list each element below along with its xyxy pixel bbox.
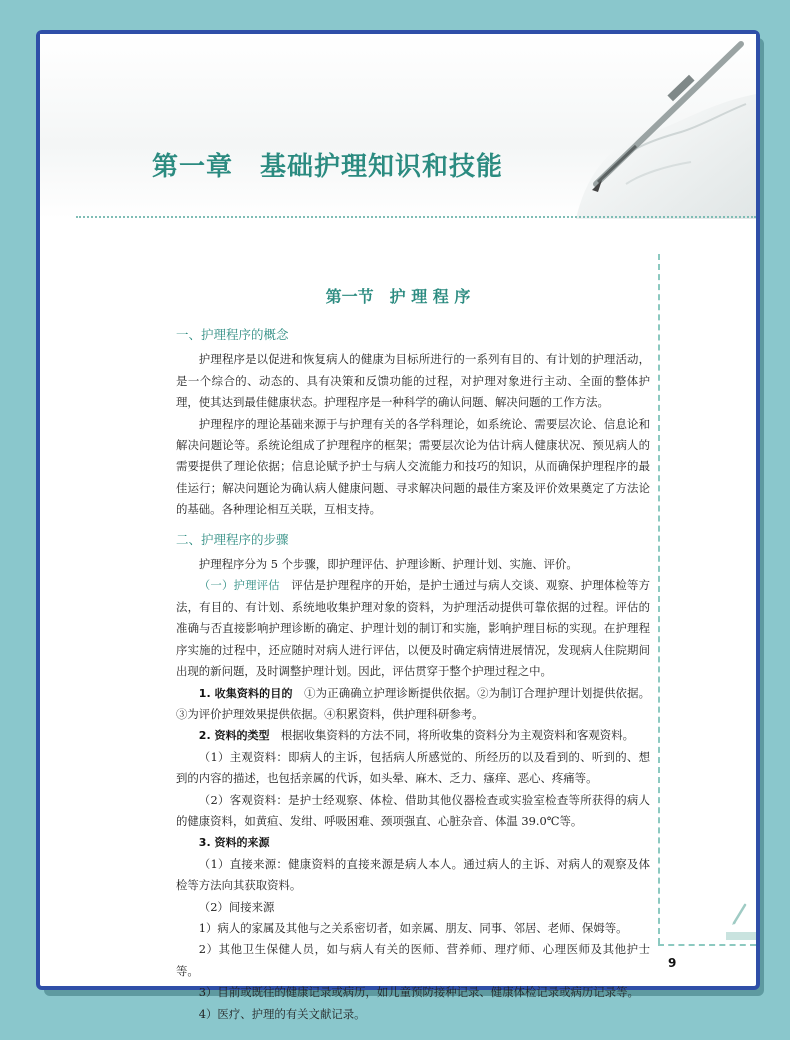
paragraph: 护理程序的理论基础来源于与护理有关的各学科理论，如系统论、需要层次论、信息论和解决问题论等。系统论组成了护理程序的框架；需要层次论为估计病人健康状况、预见病人的需要提供了理论依据；信息论赋予护士与病人交流能力和技巧的知识，从而确保护理程序的最佳运行；解决问题论为确认病人健康问题、寻求解决问题的最佳方案及评价效果奠定了方法论的基础。各种理论相互关联，互相支持。: [176, 416, 650, 517]
list-item: 4）医疗、护理的有关文献记录。: [198, 1006, 366, 1021]
paragraph: [176, 683, 650, 726]
paragraph: （1）主观资料：即病人的主诉，包括病人所感觉的、所经历的以及看到的、听到的、想到的内容的描述，也包括亲属的代诉，如头晕、麻木、乏力、瘙痒、恶心、疼痛等。: [176, 749, 650, 786]
side-margin-bar: [726, 932, 756, 940]
item-label: 2. 资料的类型: [198, 729, 270, 743]
body-text: [176, 324, 650, 1025]
paragraph: [176, 725, 650, 746]
paragraph: （2）间接来源: [198, 899, 275, 914]
list-item: 2）其他卫生保健人员，如与病人有关的医师、营养师、理疗师、心理医师及其他护士等。: [176, 942, 650, 978]
paragraph: （2）客观资料：是护士经观察、体检、借助其他仪器检查或实验室检查等所获得的病人的健康资料，如黄疸、发绀、呼吸困难、颈项强直、心脏杂音、体温 39.0℃等。: [176, 792, 650, 828]
pen-icon: [730, 902, 748, 926]
paragraph-text: 根据收集资料的方法不同，将所收集的资料分为主观资料和客观资料。: [269, 728, 634, 743]
subheading-assessment: （一）护理评估: [198, 578, 280, 593]
heading-steps: 二、护理程序的步骤: [176, 531, 289, 547]
paragraph: 护理程序分为 5 个步骤，即护理评估、护理诊断、护理计划、实施、评价。: [198, 557, 578, 572]
header-divider: [76, 216, 756, 218]
side-margin-frame: [658, 254, 660, 944]
chapter-header-banner: [40, 34, 756, 219]
item-label: 1. 收集资料的目的: [198, 686, 293, 700]
paragraph: [176, 575, 650, 682]
chapter-title: 第一章 基础护理知识和技能: [152, 152, 504, 182]
paragraph: （1）直接来源：健康资料的直接来源是病人本人。通过病人的主诉、对病人的观察及体检等方法向其获取资料。: [176, 856, 650, 893]
list-item: 3）目前或既往的健康记录或病历，如儿童预防接种记录、健康体检记录或病历记录等。: [198, 985, 639, 1000]
paragraph-text: ①为正确确立护理诊断提供依据。②为制订合理护理计划提供依据。③为评价护理效果提供依据。④积累资料，供护理科研参考。: [176, 685, 650, 721]
section-title: 第一节 护 理 程 序: [325, 287, 471, 306]
heading-concept: 一、护理程序的概念: [176, 327, 289, 342]
page-number: 9: [668, 956, 677, 970]
book-page: [36, 30, 760, 1021]
item-label: 3. 资料的来源: [198, 836, 270, 850]
paragraph: 护理程序是以促进和恢复病人的健康为目标所进行的一系列有目的、有计划的护理活动，是一个综合的、动态的、具有决策和反馈功能的过程，对护理对象进行主动、全面的整体护理，使其达到最佳健康状态。护理程序是一种科学的确认问题、解决问题的工作方法。: [176, 352, 650, 410]
list-item: 1）病人的家属及其他与之关系密切者，如亲属、朋友、同事、邻居、老师、保姆等。: [198, 920, 628, 935]
hand-writing-illustration-icon: [516, 34, 756, 219]
paragraph: [176, 832, 650, 853]
side-margin-frame-bottom: [658, 944, 756, 946]
paragraph-text: 评估是护理程序的开始，是护士通过与病人交谈、观察、护理体检等方法，有目的、有计划、系统地收集护理对象的资料，为护理活动提供可靠依据的过程。评估的准确与否直接影响护理诊断的确定、护理计划的制订和实施，影响护理目标的实现。在护理程序实施的过程中，还应随时对病人进行评估，以便及时确定病情进展情况，发现病人住院期间出现的新问题，及时调整护理计划。因此，评估贯穿于整个护理过程之中。: [176, 578, 650, 679]
